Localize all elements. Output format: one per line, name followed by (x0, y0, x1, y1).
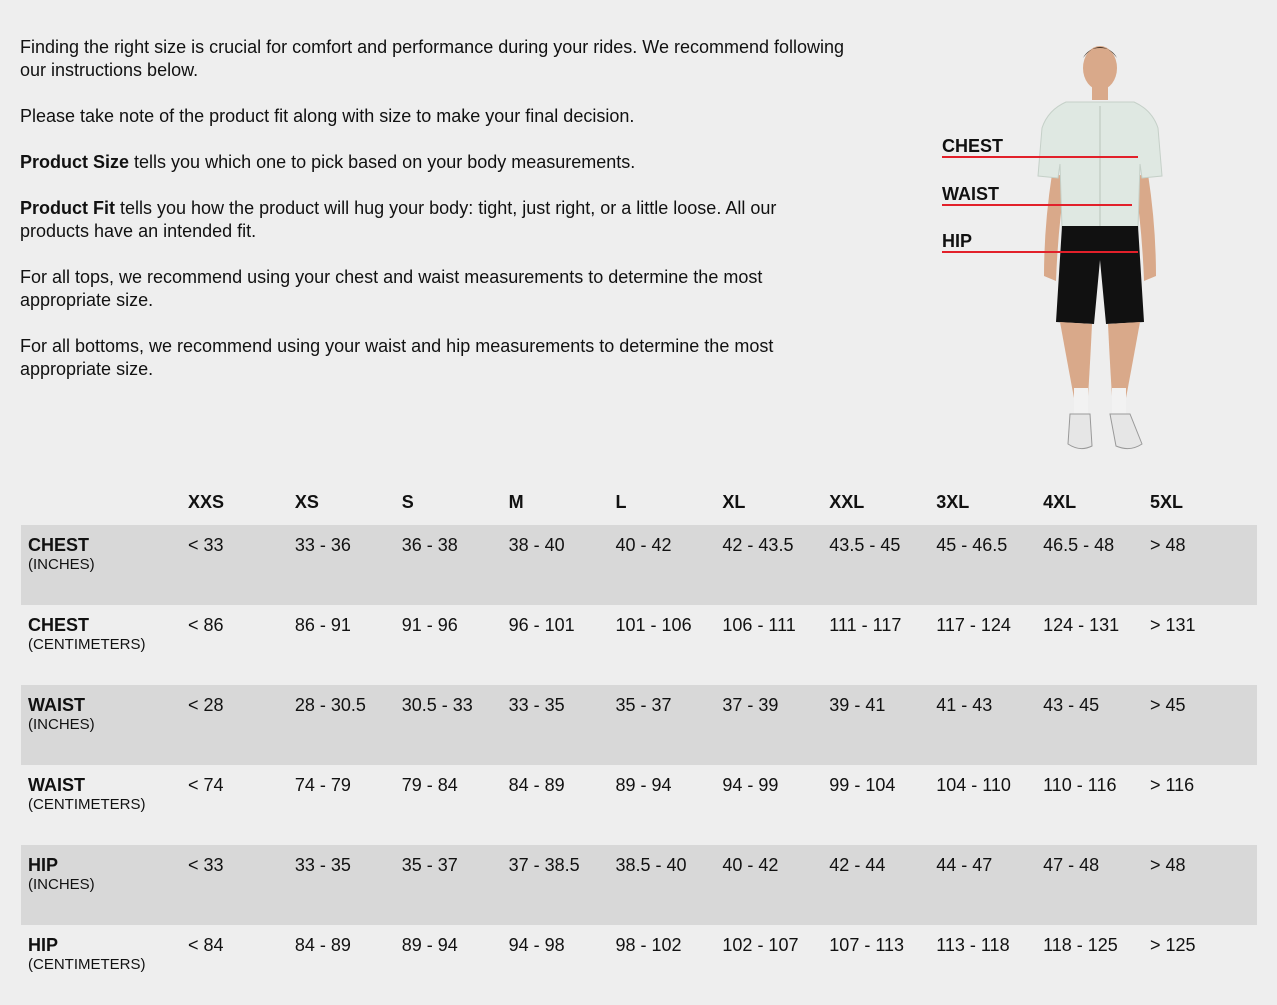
size-header: XXL (829, 492, 865, 512)
table-cell: 35 - 37 (616, 685, 723, 765)
left-shoe (1068, 414, 1092, 449)
header-blank (21, 480, 188, 525)
table-row (21, 605, 1257, 685)
table-row (21, 685, 1257, 765)
row-label (21, 605, 188, 685)
table-cell: 94 - 98 (508, 935, 565, 955)
table-cell: > 48 (1150, 525, 1257, 605)
size-header: 4XL (1043, 492, 1077, 512)
table-cell: 89 - 94 (401, 935, 458, 955)
table-cell: 37 - 38.5 (509, 845, 616, 925)
table-cell: 28 - 30.5 (295, 685, 402, 765)
table-cell: 40 - 42 (616, 525, 723, 605)
table-cell: 38 - 40 (509, 525, 616, 605)
table-cell: < 28 (188, 685, 295, 765)
hip-line (942, 251, 1138, 253)
row-name: HIP (28, 935, 59, 955)
table-cell: 96 - 101 (508, 615, 575, 635)
table-cell: 46.5 - 48 (1043, 525, 1150, 605)
product-fit-description: tells you how the product will hug your body: tight, just right, or a little loose. All our products have an intended fit. (20, 198, 777, 241)
product-size-description: tells you which one to pick based on your body measurements. (129, 152, 636, 172)
row-unit: (INCHES) (28, 876, 95, 893)
table-cell: < 84 (187, 935, 224, 955)
table-cell: 44 - 47 (936, 845, 1043, 925)
table-cell: 43 - 45 (1043, 685, 1150, 765)
bottoms-recommendation: For all bottoms, we recommend using your waist and hip measurements to determine the most appropriate size. (20, 336, 774, 379)
table-cell: 118 - 125 (1043, 935, 1118, 955)
waist-label: WAIST (942, 184, 999, 204)
row-unit: (INCHES) (28, 556, 95, 573)
table-cell: < 33 (188, 845, 295, 925)
table-cell: 106 - 111 (722, 615, 796, 635)
row-label (21, 525, 188, 605)
right-sock (1112, 388, 1126, 416)
table-cell: 47 - 48 (1043, 845, 1150, 925)
size-header: 5XL (1149, 492, 1183, 512)
table-row (21, 925, 1257, 1005)
row-unit: (CENTIMETERS) (28, 956, 146, 973)
table-cell: 89 - 94 (615, 775, 672, 795)
left-sock (1074, 388, 1088, 416)
table-cell: 110 - 116 (1043, 775, 1117, 795)
table-cell: < 86 (187, 615, 224, 635)
table-cell: 113 - 118 (936, 935, 1010, 955)
row-label (21, 765, 188, 845)
table-cell: 79 - 84 (401, 775, 458, 795)
measurement-figure (930, 36, 1210, 456)
product-fit-paragraph (20, 197, 850, 243)
shorts (1056, 226, 1144, 324)
table-cell: 102 - 107 (722, 935, 799, 955)
size-header: XL (722, 492, 746, 512)
intro-paragraph: Finding the right size is crucial for comfort and performance during your rides. We recommend following our instructions below. (20, 37, 845, 80)
table-cell: 40 - 42 (722, 845, 829, 925)
table-cell: 98 - 102 (615, 935, 682, 955)
head (1083, 46, 1117, 90)
table-cell: 36 - 38 (402, 525, 509, 605)
row-label (21, 845, 188, 925)
product-size-term: Product Size (20, 152, 130, 172)
table-cell: 33 - 36 (295, 525, 402, 605)
table-cell: 99 - 104 (829, 775, 896, 795)
table-cell: 43.5 - 45 (829, 525, 936, 605)
table-cell: 124 - 131 (1043, 615, 1120, 635)
table-cell: < 33 (188, 525, 295, 605)
table-cell: > 131 (1149, 615, 1196, 635)
table-cell: 74 - 79 (294, 775, 351, 795)
table-cell: 101 - 106 (615, 615, 692, 635)
waist-line (942, 204, 1132, 206)
table-cell: 45 - 46.5 (936, 525, 1043, 605)
table-cell: 104 - 110 (936, 775, 1011, 795)
neck (1092, 86, 1108, 100)
table-cell: 41 - 43 (936, 685, 1043, 765)
row-name: HIP (28, 855, 59, 875)
tops-recommendation: For all tops, we recommend using your chest and waist measurements to determine the most appropriate size. (20, 267, 763, 310)
product-size-paragraph (20, 151, 850, 174)
table-cell: 39 - 41 (829, 685, 936, 765)
size-guide-intro (20, 36, 850, 404)
row-unit: (INCHES) (28, 716, 95, 733)
size-header: M (508, 492, 524, 512)
size-header: S (401, 492, 414, 512)
hip-label: HIP (942, 231, 973, 251)
chest-label: CHEST (942, 136, 1004, 156)
chest-line (942, 156, 1138, 158)
table-cell: > 116 (1149, 775, 1195, 795)
table-cell: 111 - 117 (829, 615, 902, 635)
table-cell: 38.5 - 40 (616, 845, 723, 925)
product-fit-term: Product Fit (20, 198, 115, 218)
row-name: WAIST (28, 695, 85, 715)
table-cell: 33 - 35 (509, 685, 616, 765)
table-cell: > 48 (1150, 845, 1257, 925)
row-label (21, 925, 188, 1005)
table-cell: > 125 (1149, 935, 1196, 955)
table-cell: 42 - 43.5 (722, 525, 829, 605)
table-row (21, 765, 1257, 845)
intro-paragraph: Please take note of the product fit along with size to make your final decision. (20, 106, 635, 126)
table-cell: 35 - 37 (402, 845, 509, 925)
row-unit: (CENTIMETERS) (28, 636, 146, 653)
table-row (21, 525, 1257, 605)
size-chart-table (21, 480, 1257, 1005)
table-cell: 84 - 89 (294, 935, 351, 955)
table-cell: 37 - 39 (722, 685, 829, 765)
size-header: XXS (187, 492, 224, 512)
table-cell: 107 - 113 (829, 935, 905, 955)
size-header: 3XL (936, 492, 970, 512)
row-label (21, 685, 188, 765)
table-cell: 91 - 96 (401, 615, 458, 635)
table-cell: 94 - 99 (722, 775, 779, 795)
table-cell: 84 - 89 (508, 775, 565, 795)
table-cell: < 74 (187, 775, 224, 795)
table-cell: 30.5 - 33 (402, 685, 509, 765)
row-unit: (CENTIMETERS) (28, 796, 146, 813)
row-name: CHEST (28, 615, 90, 635)
table-row (21, 845, 1257, 925)
table-cell: 33 - 35 (295, 845, 402, 925)
right-shoe (1110, 414, 1142, 449)
size-header: L (615, 492, 627, 512)
table-cell: 117 - 124 (936, 615, 1011, 635)
table-cell: 42 - 44 (829, 845, 936, 925)
right-leg (1108, 322, 1140, 398)
table-cell: 86 - 91 (294, 615, 351, 635)
size-header-row (21, 480, 1257, 525)
row-name: WAIST (28, 775, 85, 795)
size-header: XS (294, 492, 319, 512)
row-name: CHEST (28, 535, 90, 555)
table-cell: > 45 (1150, 685, 1257, 765)
left-leg (1060, 322, 1092, 398)
